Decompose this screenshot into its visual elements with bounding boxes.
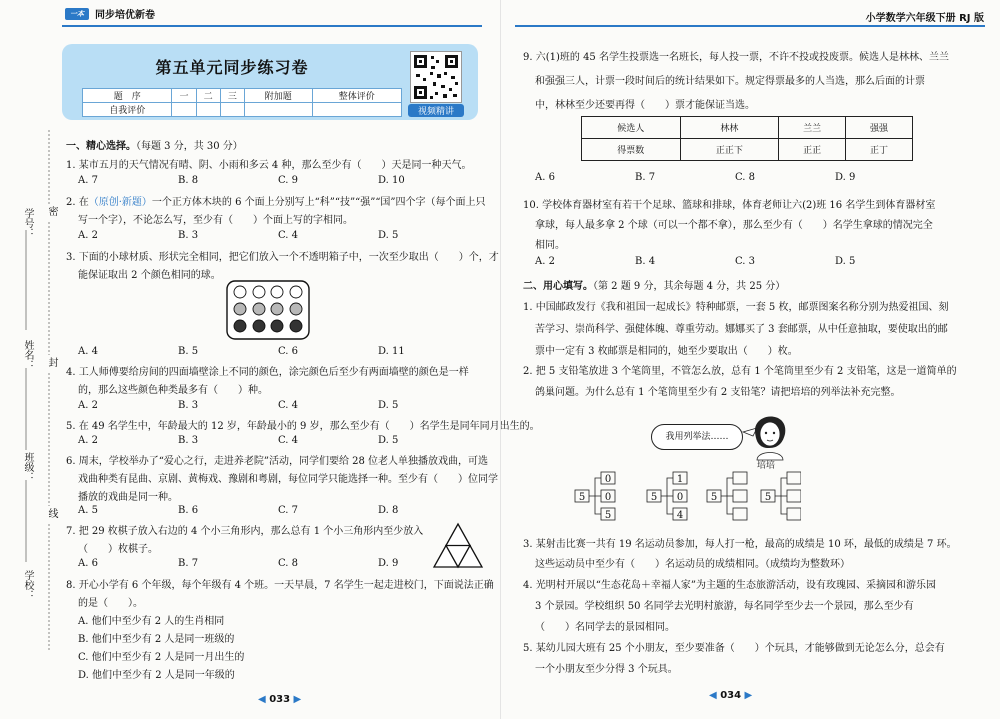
f2-text: 2. 把 5 支铅笔放进 3 个笔筒里，不管怎么放，总有 1 个笔筒里至少有 2 支铅笔，这是一道简单的: [523, 366, 957, 377]
option[interactable]: D. 5: [378, 435, 399, 446]
next-arrow-icon: ▶: [293, 694, 302, 705]
q8-choice[interactable]: B. 他们中至少有 2 人是同一班级的: [78, 634, 235, 645]
option[interactable]: A. 6: [78, 558, 98, 569]
qr-code-icon: [411, 52, 461, 102]
close-mark: 封: [46, 357, 57, 367]
next-arrow-icon: ▶: [744, 690, 753, 701]
q8-text-line2: 的是（ ）。: [78, 598, 143, 609]
f3-text-line2: 这些运动员中至少有（ ）名运动员的成绩相同。（成绩均为整数环）: [535, 559, 850, 570]
q7-text-line2: （ ）枚棋子。: [78, 544, 158, 555]
section1-title: 一、精心选择。: [66, 141, 136, 152]
option[interactable]: C. 8: [735, 172, 756, 183]
f1-text-line2: 苦学习、崇尚科学、强健体魄、尊重劳动。娜娜买了 3 套邮票，从中任意抽取，要使取出的邮: [535, 324, 948, 335]
q10-text-line2: 拿球，每人最多拿 2 个球（可以一个都不拿），那么至少有（ ）名学生拿球的情况完全: [535, 220, 933, 231]
score-cell: 题 序: [83, 89, 172, 103]
page-number-left: [258, 694, 301, 705]
option[interactable]: D. 10: [378, 175, 405, 186]
vote-table: [581, 116, 913, 161]
f4-text: 4. 光明村开展以“生态花岛＋幸福人家”为主题的生态旅游活动，设有玫瑰园、采摘园和游乐园: [523, 580, 936, 591]
option[interactable]: C. 3: [735, 256, 756, 267]
q9-text: 9. 六(1)班的 45 名学生投票选一名班长，每人投一票，不许不投或投废票。候选人是林林、兰兰: [523, 52, 949, 63]
qr-code[interactable]: [410, 51, 462, 103]
score-input[interactable]: [312, 103, 401, 117]
option[interactable]: A. 4: [78, 346, 98, 357]
section1-heading: [66, 137, 243, 152]
option[interactable]: A. 5: [78, 505, 98, 516]
option[interactable]: D. 5: [378, 230, 399, 241]
seal-mark: 密: [46, 206, 57, 216]
section2-title: 二、用心填写。: [523, 281, 593, 292]
q2-text-line2: 写一个字），不论怎么写，至少有（ ）个面上写的字相同。: [78, 215, 353, 226]
section1-note: （每题 3 分，共 30 分）: [136, 141, 243, 152]
diagram-value: 0: [676, 492, 684, 503]
page-number-value: 034: [720, 690, 742, 701]
title-box: [62, 44, 478, 120]
option[interactable]: C. 6: [278, 346, 299, 357]
q8-choice[interactable]: C. 他们中至少有 2 人是同一月出生的: [78, 652, 245, 663]
diagram-value: 1: [676, 474, 684, 485]
listing-diagram: [571, 468, 801, 524]
f4-text-line3: （ ）名同学去的景园相同。: [535, 622, 675, 633]
score-input[interactable]: [172, 103, 196, 117]
f1-text-line3: 票中一定有 3 枚邮票是相同的，她至少要取出（ ）枚。: [535, 346, 798, 357]
header-rule: [62, 25, 482, 27]
brand-header: [65, 6, 155, 21]
brand-logo: 一本: [65, 8, 89, 20]
option[interactable]: B. 4: [635, 256, 656, 267]
diagram-total: 5: [764, 492, 772, 503]
score-cell: 三: [220, 89, 244, 103]
q1-text: 1. 某市五月的天气情况有晴、阴、小雨和多云 4 种，那么至少有（ ）天是同一种天气。: [66, 160, 472, 171]
page-number-right: [709, 690, 752, 701]
diagram-value: 5: [604, 510, 612, 521]
option[interactable]: D. 5: [378, 400, 399, 411]
score-eval-row: [83, 103, 402, 117]
vote-cell: 候选人: [582, 117, 681, 139]
option[interactable]: D. 11: [378, 346, 405, 357]
q9-text-line2: 和强强三人，计票一段时间后的统计结果如下。规定得票最多的人当选，那么后面的计票: [535, 76, 925, 87]
option[interactable]: B. 6: [178, 505, 199, 516]
f1-text: 1. 中国邮政发行《我和祖国一起成长》特种邮票，一套 5 枚，邮票图案名称分别为热爱祖国、刻: [523, 302, 949, 313]
vote-cell: 兰兰: [779, 117, 846, 139]
option[interactable]: B. 7: [635, 172, 656, 183]
score-cell: 二: [196, 89, 220, 103]
class-label: 班级：: [22, 452, 33, 482]
option[interactable]: C. 4: [278, 400, 299, 411]
section2-heading: [523, 277, 785, 292]
option[interactable]: B. 3: [178, 400, 199, 411]
f2-text-line2: 鸽巢问题。为什么总有 1 个笔筒里至少有 2 支铅笔？请把培培的列举法补充完整。: [535, 387, 901, 398]
score-cell: 附加题: [244, 89, 312, 103]
diagram-total: 5: [650, 492, 658, 503]
vote-cell: 得票数: [582, 139, 681, 161]
q4-text-line2: 的，那么这些颜色种类最多有（ ）种。: [78, 385, 268, 396]
diagram-value: 0: [604, 474, 612, 485]
score-input[interactable]: [196, 103, 220, 117]
q8-choice[interactable]: D. 他们中至少有 2 人是同一年级的: [78, 670, 235, 681]
option[interactable]: C. 8: [278, 558, 299, 569]
q2-text: 2. 在（原创·新题）一个正方体木块的 6 个面上分别写上“科”“技”“强”“国”四个字（每个面上只: [66, 197, 486, 208]
f5-text-line2: 一个小朋友至少分得 3 个玩具。: [535, 664, 678, 675]
score-cell: 一: [172, 89, 196, 103]
option[interactable]: B. 3: [178, 230, 199, 241]
school-label: 学校：: [22, 570, 33, 600]
girl-figure-icon: [739, 402, 799, 462]
option[interactable]: D. 8: [378, 505, 399, 516]
option[interactable]: A. 2: [78, 435, 98, 446]
score-cell: 自我评价: [83, 103, 172, 117]
page-number-value: 033: [269, 694, 291, 705]
q7-text: 7. 把 29 枚棋子放入右边的 4 个小三角形内，那么总有 1 个小三角形内至少放入: [66, 526, 424, 537]
q8-choice[interactable]: A. 他们中至少有 2 人的生肖相同: [78, 616, 225, 627]
vote-cell: 林林: [680, 117, 779, 139]
name-label: 姓名：: [22, 340, 33, 370]
vote-cell: 正正下: [680, 139, 779, 161]
option[interactable]: C. 4: [278, 435, 299, 446]
ball-box-figure: [226, 280, 310, 340]
q9-text-line3: 中，林林至少还要再得（ ）票才能保证当选。: [535, 100, 755, 111]
triangle-figure: [432, 522, 484, 570]
prev-arrow-icon: ◀: [258, 694, 266, 705]
speech-bubble: 我用列举法……: [651, 424, 743, 450]
q2-tag: （原创·新题）: [88, 197, 152, 208]
q4-text: 4. 工人师傅要给房间的四面墙壁涂上不同的颜色，涂完颜色后至少有两面墙壁的颜色是一样: [66, 367, 469, 378]
prev-arrow-icon: ◀: [709, 690, 717, 701]
f5-text: 5. 某幼儿园大班有 25 个小朋友，至少要准备（ ）个玩具，才能够做到无论怎么分，总会有: [523, 643, 945, 654]
f3-text: 3. 某射击比赛一共有 19 名运动员参加，每人打一枪，最高的成绩是 10 环，最低的成绩是 7 环。: [523, 539, 957, 550]
q6-text-line3: 播放的戏曲是同一种。: [78, 492, 178, 503]
qr-label: 视频精讲: [408, 104, 464, 117]
option[interactable]: A. 6: [535, 172, 555, 183]
option[interactable]: D. 9: [378, 558, 399, 569]
option[interactable]: B. 7: [178, 558, 199, 569]
q8-text: 8. 开心小学有 6 个年级，每个年级有 4 个班。一天早晨，7 名学生一起走进校门，下面说法正确: [66, 580, 494, 591]
option[interactable]: A. 7: [78, 175, 98, 186]
diagram-total: 5: [578, 492, 586, 503]
f4-text-line2: 3 个景园。学校组织 50 名同学去光明村旅游，每名同学至少去一个景园，那么至少有: [535, 601, 914, 612]
vote-cell: 正正: [779, 139, 846, 161]
binding-lines: [0, 130, 56, 650]
section2-note: （第 2 题 9 分，其余每题 4 分，共 25 分）: [593, 281, 786, 292]
q10-text-line3: 相同。: [535, 240, 565, 251]
option[interactable]: B. 3: [178, 435, 199, 446]
option[interactable]: A. 2: [78, 230, 98, 241]
header-rule: [515, 25, 985, 27]
option[interactable]: B. 5: [178, 346, 199, 357]
right-page: [500, 0, 1000, 719]
option[interactable]: A. 2: [78, 400, 98, 411]
q10-text: 10. 学校体育器材室有若干个足球、篮球和排球，体育老师让六(2)班 16 名学生到体育器材室: [523, 200, 936, 211]
vote-cell: 正丁: [846, 139, 913, 161]
score-input[interactable]: [244, 103, 312, 117]
q5-text: 5. 在 49 名学生中，年龄最大的 12 岁，年龄最小的 9 岁，那么至少有（ ）名学生是同年同月出生的。: [66, 421, 540, 432]
option[interactable]: C. 9: [278, 175, 299, 186]
vote-cell: 强强: [846, 117, 913, 139]
vote-count-row: [582, 139, 913, 161]
brand-name: 同步培优新卷: [95, 10, 155, 21]
vote-header-row: [582, 117, 913, 139]
character-name: 培培: [757, 461, 776, 471]
option[interactable]: C. 7: [278, 505, 299, 516]
option[interactable]: D. 9: [835, 172, 856, 183]
score-input[interactable]: [220, 103, 244, 117]
q3-text-line2: 能保证取出 2 个颜色相同的球。: [78, 270, 221, 281]
diagram-value: 4: [676, 510, 684, 521]
q6-text-line2: 戏曲种类有昆曲、京剧、黄梅戏、豫剧和粤剧，每位同学只能选择一种。至少有（ ）位同学: [78, 474, 498, 485]
score-table: [82, 88, 402, 117]
q3-text: 3. 下面的小球材质、形状完全相同，把它们放入一个不透明箱子中，一次至少取出（ ）个，才: [66, 252, 499, 263]
option[interactable]: A. 2: [535, 256, 555, 267]
line-mark: 线: [46, 508, 57, 518]
q6-text: 6. 周末，学校举办了“爱心之行，走进养老院”活动，同学们要给 28 位老人单独播放戏曲，可选: [66, 456, 489, 467]
score-header-row: [83, 89, 402, 103]
score-cell: 整体评价: [312, 89, 401, 103]
book-title: 小学数学六年级下册 RJ 版: [865, 13, 984, 24]
diagram-value: 0: [604, 492, 612, 503]
page-title: 第五单元同步练习卷: [155, 58, 309, 77]
option[interactable]: D. 5: [835, 256, 856, 267]
diagram-total: 5: [710, 492, 718, 503]
option[interactable]: C. 4: [278, 230, 299, 241]
option[interactable]: B. 8: [178, 175, 199, 186]
student-id-label: 学号：: [22, 208, 33, 238]
